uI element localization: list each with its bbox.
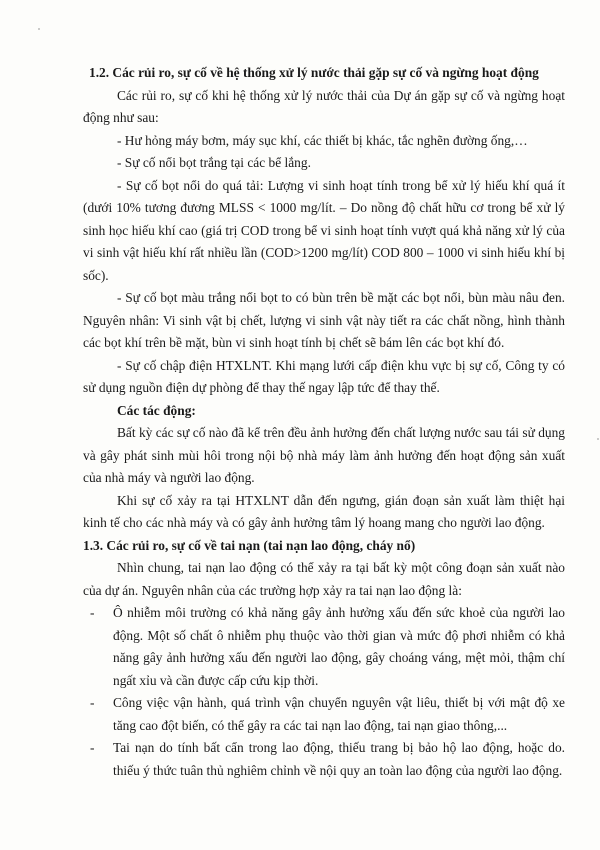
risk-item: - Sự cố bọt nổi do quá tải: Lượng vi sinh hoạt tính trong bể xử lý hiếu khí quá ít (dưới 10% tương đương MLSS < 1000 mg/lít. – Do nồng độ chất hữu cơ trong bể xử lý sinh học hiếu khí cao (giá trị COD trong bể vi sinh hoạt tính vượt quá khả năng xử lý của vi sinh vật hiếu khí rất nhiều lần (COD>1200 mg/lít) COD 800 – 1000 vi sinh hiếu khí bị sốc). xyxy=(83,177,565,283)
bullet-dash: - xyxy=(90,605,95,620)
section-1-3-title: 1.3. Các rủi ro, sự cố về tai nạn (tai nạn lao động, cháy nổ) xyxy=(83,537,416,553)
bullet-dash: - xyxy=(90,695,95,710)
impact-paragraph: Bất kỳ các sự cố nào đã kể trên đều ảnh hưởng đến chất lượng nước sau tái sử dụng và gây phát sinh mùi hôi trong nội bộ nhà máy làm ảnh hưởng đến hoạt động sản xuất của nhà máy và người lao động. xyxy=(83,425,565,485)
document-page xyxy=(83,62,565,782)
risk-item: - Hư hỏng máy bơm, máy sục khí, các thiết bị khác, tắc nghẽn đường ống,… xyxy=(117,132,528,148)
impacts-heading: Các tác động: xyxy=(117,402,196,418)
risk-item: - Sự cố bọt màu trắng nổi bọt to có bùn trên bề mặt các bọt nổi, bùn màu nâu đen. Nguyên nhân: Vi sinh vật bị chết, lượng vi sinh vật này tiết ra các chất nồng, hình thành các bọt khí trên bề mặt, bùn vi sinh hoạt tính bị chết sẽ bám lên các bọt khí đó. xyxy=(83,290,565,350)
scan-speck xyxy=(597,438,599,440)
bullet-dash: - xyxy=(90,740,95,755)
section-1-2-title: 1.2. Các rủi ro, sự cố về hệ thống xử lý nước thải gặp sự cố và ngừng hoạt động xyxy=(89,65,539,80)
list-item xyxy=(83,692,565,737)
impact-paragraph: Khi sự cố xảy ra tại HTXLNT dẫn đến ngưng, gián đoạn sản xuất làm thiệt hại kinh tế cho các nhà máy và có gây ảnh hưởng tâm lý hoang mang cho người lao động. xyxy=(83,492,565,530)
section-1-3-intro: Nhìn chung, tai nạn lao động có thể xảy ra tại bất kỳ một công đoạn sản xuất nào của dự án. Nguyên nhân của các trường hợp xảy ra tai nạn lao động là: xyxy=(83,560,565,598)
list-item xyxy=(83,737,565,782)
section-1-2-intro: Các rủi ro, sự cố khi hệ thống xử lý nước thải của Dự án gặp sự cố và ngừng hoạt động như sau: xyxy=(83,87,565,125)
risk-item: - Sự cố nổi bọt trắng tại các bể lắng. xyxy=(117,155,311,170)
cause-text: Ô nhiễm môi trường có khả năng gây ảnh hưởng xấu đến sức khoẻ của người lao động. Một số chất ô nhiễm phụ thuộc vào thời gian và mức độ phơi nhiễm có khả năng gây ảnh hưởng xấu đến người lao động, gây choáng váng, mệt mỏi, thậm chí ngất xỉu và cần được cấp cứu kịp thời. xyxy=(113,605,565,688)
risk-item: - Sự cố chập điện HTXLNT. Khi mạng lưới cấp điện khu vực bị sự cố, Công ty có sử dụng nguồn điện dự phòng để thay thế ngay lập tức để thay thế. xyxy=(83,357,565,395)
cause-list xyxy=(83,602,565,782)
cause-text: Tai nạn do tính bất cẩn trong lao động, thiếu trang bị bảo hộ lao động, hoặc do. thiếu ý thức tuân thủ nghiêm chỉnh về nội quy an toàn lao động của người lao động. xyxy=(113,740,565,778)
cause-text: Công việc vận hành, quá trình vận chuyển nguyên vật liêu, thiết bị với mật độ xe tăng cao đột biến, có thể gây ra các tai nạn lao động, tai nạn giao thông,... xyxy=(113,695,565,733)
scan-speck xyxy=(38,28,40,30)
list-item xyxy=(83,602,565,692)
